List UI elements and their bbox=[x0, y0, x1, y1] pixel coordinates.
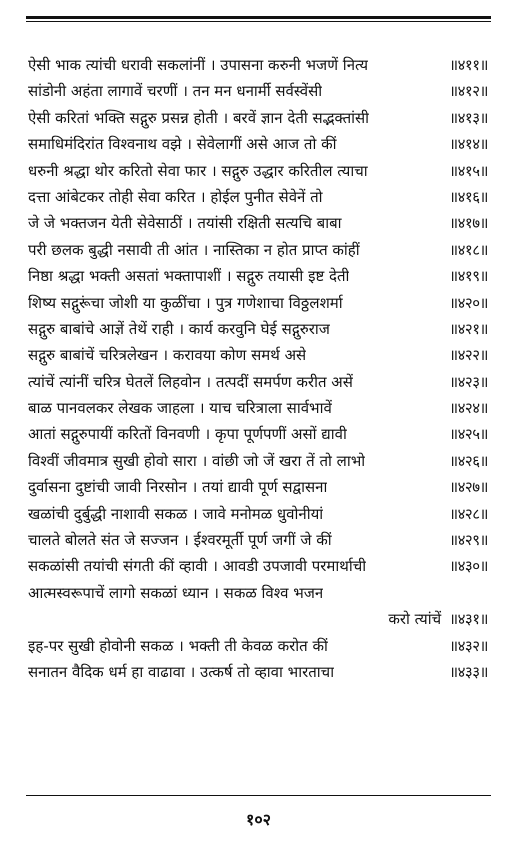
verse-text: धरुनी श्रद्धा थोर करितो सेवा फार । सद्गुरु उद्धार करितील त्याचा bbox=[28, 161, 368, 180]
verse-text: दत्ता आंबेटकर तोही सेवा करित । होईल पुनीत सेवेनें तो bbox=[28, 187, 323, 206]
verse-number: ॥४३०॥ bbox=[449, 557, 488, 576]
verse-text: सकळांसी तयांची संगती कीं व्हावी । आवडी उपजावी परमार्थाची bbox=[28, 557, 367, 576]
verse-continuation bbox=[28, 606, 488, 632]
verse-line bbox=[28, 78, 488, 104]
verse-line bbox=[28, 474, 488, 500]
verse-number: ॥४२३॥ bbox=[449, 372, 488, 391]
verse-text: ऐसी करितां भक्ति सद्गुरु प्रसन्न होती । बरवें ज्ञान देती सद्भक्तांसी bbox=[28, 108, 370, 127]
verse-line bbox=[28, 421, 488, 447]
verse-text: समाधिमंदिरांत विश्वनाथ वझे । सेवेलागीं असे आज तो कीं bbox=[28, 135, 337, 154]
verse-number: ॥४१२॥ bbox=[449, 82, 488, 101]
verse-text: सद्गुरु बाबांचे आज्ञें तेथें राही । कार्य करवुनि घेई सद्गुरुराज bbox=[28, 319, 330, 338]
verse-number: ॥४१५॥ bbox=[449, 161, 488, 180]
verse-text: परी छलक बुद्धी नसावी ती आंत । नास्तिका न होत प्राप्त कांहीं bbox=[28, 240, 360, 259]
verse-number: ॥४१७॥ bbox=[449, 214, 488, 233]
verse-line bbox=[28, 290, 488, 316]
verse-line bbox=[28, 158, 488, 184]
bottom-rule bbox=[26, 795, 491, 796]
verse-text: आत्मस्वरूपाचें लागो सकळां ध्यान । सकळ विश्व भजन bbox=[28, 583, 324, 602]
top-double-rule bbox=[26, 16, 491, 21]
verse-number: ॥४२४॥ bbox=[449, 399, 488, 418]
verse-number: ॥४१८॥ bbox=[449, 240, 488, 259]
page-number: १०२ bbox=[246, 810, 271, 829]
verse-text: सनातन वैदिक धर्म हा वाढावा । उत्कर्ष तो व्हावा भारताचा bbox=[28, 662, 335, 681]
verse-line bbox=[28, 553, 488, 579]
verse-line bbox=[28, 184, 488, 210]
verse-text: निष्ठा श्रद्धा भक्ती असतां भक्तापाशीं । सद्गुरु तयासी इष्ट देती bbox=[28, 267, 350, 286]
verse-number: ॥४२७॥ bbox=[449, 478, 488, 497]
verse-number: ॥४१३॥ bbox=[449, 108, 488, 127]
verse-line bbox=[28, 395, 488, 421]
verse-text: ऐसी भाक त्यांची धरावी सकलांनीं । उपासना करुनी भजणें नित्य bbox=[28, 56, 369, 74]
verse-number: ॥४२९॥ bbox=[449, 531, 488, 550]
verse-line bbox=[28, 633, 488, 659]
verse-text: आतां सद्गुरुपायीं करितों विनवणी । कृपा पूर्णपणीं असों द्यावी bbox=[28, 425, 347, 444]
verse-number: ॥४१९॥ bbox=[449, 267, 488, 286]
verse-number: ॥४१४॥ bbox=[449, 135, 488, 154]
verse-line bbox=[28, 263, 488, 289]
verse-number: ॥४२६॥ bbox=[449, 451, 488, 470]
verse-text: सांडोनी अहंता लागावें चरणीं । तन मन धनार्मी सर्वस्वेंसी bbox=[28, 82, 323, 101]
verse-line bbox=[28, 210, 488, 236]
top-rule-thin bbox=[26, 21, 491, 22]
verse-text: चालते बोलते संत जे सज्जन । ईश्वरमूर्ती पूर्ण जगीं जे कीं bbox=[28, 531, 332, 550]
verse-text: इह-पर सुखी होवोनी सकळ । भक्ती ती केवळ करोत कीं bbox=[28, 636, 328, 655]
verse-line bbox=[28, 501, 488, 527]
verse-line bbox=[28, 237, 488, 263]
verse-line bbox=[28, 448, 488, 474]
verse-number: ॥४२१॥ bbox=[449, 319, 488, 338]
verse-text: करो त्यांचें bbox=[388, 610, 442, 629]
verse-line bbox=[28, 659, 488, 685]
verse-text: बाळ पानवलकर लेखक जाहला । याच चरित्राला सार्वभावें bbox=[28, 399, 332, 418]
verse-number: ॥४११॥ bbox=[449, 56, 488, 74]
verse-line bbox=[28, 369, 488, 395]
verse-number: ॥४२०॥ bbox=[449, 293, 488, 312]
verse-text: जे जे भक्तजन येती सेवेसाठीं । तयांसी रक्षिती सत्यचि बाबा bbox=[28, 214, 342, 233]
verse-number: ॥४२२॥ bbox=[449, 346, 488, 365]
verse-text: त्यांचें त्यांनीं चरित्र घेतलें लिहवोन । तत्पदीं समर्पण करीत असें bbox=[28, 372, 353, 391]
verse-line bbox=[28, 316, 488, 342]
verse-number: ॥४२५॥ bbox=[449, 425, 488, 444]
verse-text: विश्वीं जीवमात्र सुखी होवो सारा । वांछी जो जें खरा तें तो लाभो bbox=[28, 451, 366, 470]
verse-number: ॥४३१॥ bbox=[449, 610, 488, 629]
verse-text: खळांची दुर्बुद्धी नाशावी सकळ । जावे मनोमळ धुवोनीयां bbox=[28, 504, 324, 523]
verse-text: दुर्वासना दुष्टांची जावी निरसोन । तयां द्यावी पूर्ण सद्वासना bbox=[28, 478, 328, 497]
verse-line bbox=[28, 131, 488, 157]
verse-number: ॥४३३॥ bbox=[449, 662, 488, 681]
verse-text: सद्गुरु बाबांचें चरित्रलेखन । करावया कोण समर्थ असे bbox=[28, 346, 307, 365]
top-rule-thick bbox=[26, 16, 491, 19]
verse-number: ॥४१६॥ bbox=[449, 187, 488, 206]
verse-text: शिष्य सद्गुरूंचा जोशी या कुळींचा । पुत्र गणेशाचा विठ्ठलशर्मा bbox=[28, 293, 343, 312]
verse-line bbox=[28, 580, 488, 606]
verse-line bbox=[28, 52, 488, 78]
verse-number: ॥४३२॥ bbox=[449, 636, 488, 655]
verse-line bbox=[28, 527, 488, 553]
verse-line bbox=[28, 342, 488, 368]
verse-number: ॥४२८॥ bbox=[449, 504, 488, 523]
verse-list bbox=[28, 52, 488, 685]
verse-line bbox=[28, 105, 488, 131]
